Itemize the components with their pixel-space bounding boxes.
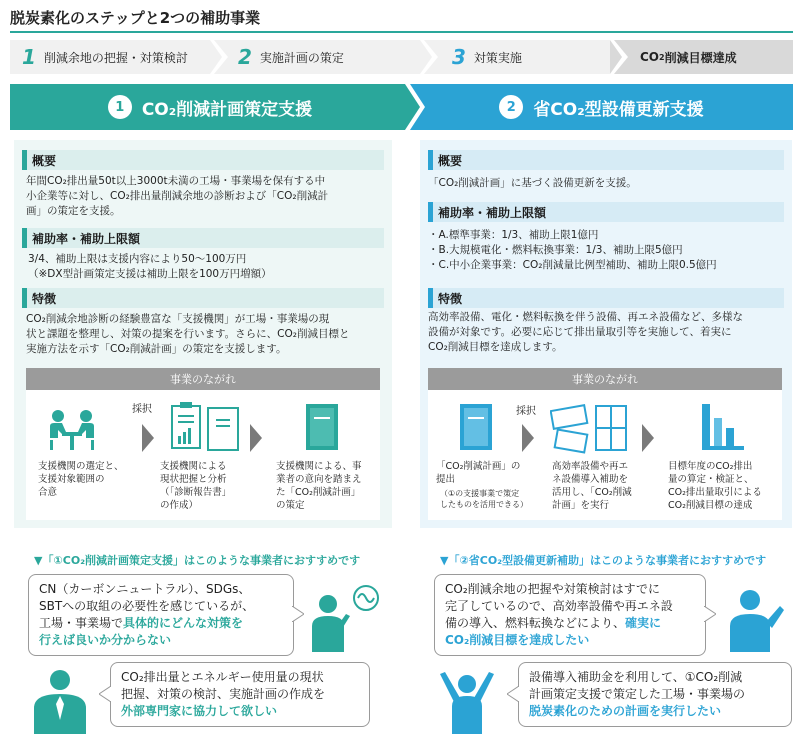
title-divider xyxy=(10,31,793,33)
flow-caption-line: の作成） xyxy=(160,500,199,511)
flow-caption-line: CO₂排出量取引による xyxy=(668,487,762,498)
flow-arrow-icon xyxy=(250,424,262,452)
bubble-highlight: 具体的にどんな対策を xyxy=(123,616,244,630)
step-chevron-2 xyxy=(420,40,438,74)
right-header-title: 省CO₂型設備更新支援 xyxy=(533,99,704,120)
bubble-line: CO₂削減余地の把握や対策検討はすでに xyxy=(445,582,660,596)
right-header-number: 2 xyxy=(499,95,523,119)
flow-caption-line: CO₂削減目標の達成 xyxy=(668,500,753,511)
left-feature-line: CO₂削減余地診断の経験豊富な「支援機関」が工場・事業場の現 xyxy=(26,313,330,325)
right-feature-line: CO₂削減目標を達成します。 xyxy=(428,341,563,353)
flow-caption-line: 計画」を実行 xyxy=(552,500,610,511)
bubble-tail-icon xyxy=(507,686,519,702)
bubble-line: CN（カーボンニュートラル）、SDGs、 xyxy=(39,582,251,596)
bubble-tail-icon xyxy=(292,606,304,622)
flow-caption-line: 量の算定・検証と、 xyxy=(668,474,754,485)
bubble-line: 完了しているので、高効率設備や再エネ設 xyxy=(445,599,673,613)
right-feature-line: 高効率設備、電化・燃料転換を伴う設備、再エネ設備など、多様な xyxy=(428,311,743,323)
left-header-title: CO₂削減計画策定支援 xyxy=(141,99,313,120)
page-title: 脱炭素化のステップと2つの補助事業 xyxy=(10,9,261,27)
flow-caption-line: （「診断報告書」 xyxy=(160,487,232,498)
flow-caption-line: 高効率設備や再エ xyxy=(552,461,629,472)
step-4 xyxy=(610,40,793,74)
right-section-header xyxy=(410,84,793,130)
left-panel xyxy=(14,140,392,528)
step-2-label: 実施計画の策定 xyxy=(259,50,344,65)
plan-book-icon xyxy=(304,402,340,452)
left-feature-title: 特徴 xyxy=(22,288,384,308)
right-rate-title: 補助率・補助上限額 xyxy=(428,202,784,222)
bubble-highlight: CO₂削減目標を達成したい xyxy=(445,633,590,647)
left-rate-text xyxy=(28,252,388,282)
left-rate-title: 補助率・補助上限額 xyxy=(22,228,384,248)
left-adopt-label: 採択 xyxy=(132,404,152,415)
bubble-highlight: 確実に xyxy=(625,616,662,630)
flow-caption-line: 合意 xyxy=(38,487,58,498)
step-4-label-pre: CO xyxy=(640,50,660,64)
bubble-highlight: 行えば良いか分からない xyxy=(39,633,172,647)
right-feature-text xyxy=(428,310,790,355)
flow-arrow-icon xyxy=(642,424,654,452)
bubble-line: 把握、対策の検討、実施計画の作成を xyxy=(121,687,326,701)
right-recommend-title: ▼「②省CO₂型設備更新補助」はこのような事業者におすすめです xyxy=(440,554,767,567)
cheering-person-icon xyxy=(432,666,502,736)
flow-caption-line: 業者の意向を踏まえ xyxy=(276,474,362,485)
bubble-line: 工場・事業場で xyxy=(39,616,124,630)
business-person-icon xyxy=(30,666,90,736)
left-speech-bubble-1 xyxy=(28,574,294,656)
flow-caption-line: 支援機関による xyxy=(160,461,227,472)
left-flow-step-2 xyxy=(160,460,260,512)
step-chevron-3 xyxy=(610,40,628,74)
flow-caption-line: の策定 xyxy=(276,500,305,511)
step-2-number: 2 xyxy=(238,45,252,69)
flow-caption-line: 支援対象範囲の xyxy=(38,474,105,485)
step-2 xyxy=(210,40,420,74)
bubble-line: CO₂排出量とエネルギー使用量の現状 xyxy=(121,670,324,684)
step-chevron-1 xyxy=(210,40,228,74)
right-rate-line: ・A.標準事業：1/3、補助上限1億円 xyxy=(428,229,599,241)
right-rate-line: ・B.大規模電化・燃料転換事業：1/3、補助上限5億円 xyxy=(428,244,683,256)
left-overview-line: 小企業等に対し、CO₂排出量削減余地の診断および「CO₂削減計 xyxy=(26,190,329,202)
flow-caption-line: 支援機関の選定と、 xyxy=(38,461,124,472)
left-recommend-title: ▼「①CO₂削減計画策定支援」はこのような事業者におすすめです xyxy=(34,554,361,567)
left-feature-line: 状と課題を整理し、対策の提案を行います。さらに、CO₂削減目標と xyxy=(26,328,350,340)
flow-arrow-icon xyxy=(142,424,154,452)
step-bar xyxy=(10,40,793,74)
bubble-line: 設備導入補助金を利用して、①CO₂削減 xyxy=(529,670,743,684)
worried-person-icon xyxy=(306,582,386,654)
step-4-label-sub: 2 xyxy=(659,52,665,62)
flow-note-line: したものを活用できる） xyxy=(440,500,528,509)
confident-person-icon xyxy=(722,586,786,654)
right-panel xyxy=(420,140,792,528)
left-header-number: 1 xyxy=(108,95,132,119)
step-3 xyxy=(420,40,610,74)
left-section-header xyxy=(10,84,410,130)
bubble-line: 計画策定支援で策定した工場・事業場の xyxy=(529,687,746,701)
right-overview-title: 概要 xyxy=(428,150,784,170)
flow-caption-line: ネ設備導入補助を xyxy=(552,474,629,485)
equipment-icon xyxy=(550,402,630,454)
left-flow-step-3 xyxy=(276,460,376,512)
left-flow-step-1 xyxy=(38,460,138,499)
step-3-number: 3 xyxy=(452,45,466,69)
flow-caption-line: 目標年度のCO₂排出 xyxy=(668,461,753,472)
flow-caption-line: 現状把握と分析 xyxy=(160,474,227,485)
plan-book-icon xyxy=(458,402,494,452)
step-3-label: 対策実施 xyxy=(473,50,522,65)
right-overview-text xyxy=(428,176,788,191)
flow-arrow-icon xyxy=(522,424,534,452)
left-overview-text xyxy=(26,174,386,219)
left-flow-title: 事業のながれ xyxy=(26,368,380,390)
meeting-icon xyxy=(44,408,100,452)
left-feature-text xyxy=(26,312,386,357)
flow-caption-line: 活用し、「CO₂削減 xyxy=(552,487,632,498)
right-flow-title: 事業のながれ xyxy=(428,368,782,390)
bubble-tail-icon xyxy=(704,606,716,622)
right-feature-line: 設備が対象です。必要に応じて排出量取引等を実施して、着実に xyxy=(428,326,732,338)
step-1-label: 削減余地の把握・対策検討 xyxy=(43,50,188,65)
right-adopt-label: 採択 xyxy=(516,406,536,417)
step-1-number: 1 xyxy=(22,45,36,69)
step-4-label-post: 削減目標達成 xyxy=(664,50,737,65)
bar-chart-icon xyxy=(700,402,746,452)
right-flow-step-1-note xyxy=(440,488,540,510)
bubble-tail-icon xyxy=(99,686,111,702)
left-speech-bubble-2 xyxy=(110,662,370,727)
right-rate-line: ・C.中小企業事業：CO₂削減量比例型補助、補助上限0.5億円 xyxy=(428,259,717,271)
bubble-line: SBTへの取組の必要性を感じているが、 xyxy=(39,599,255,613)
right-speech-bubble-2 xyxy=(518,662,792,727)
left-feature-line: 実施方法を示す「CO₂削減計画」の策定を支援します。 xyxy=(26,343,287,355)
left-overview-line: 画」の策定を支援。 xyxy=(26,205,121,217)
left-overview-title: 概要 xyxy=(22,150,384,170)
right-rate-text xyxy=(428,228,790,273)
right-speech-bubble-1 xyxy=(434,574,706,656)
flow-caption-line: 「CO₂削減計画」の xyxy=(436,461,521,472)
left-rate-line: （※DX型計画策定支援は補助上限を100万円増額） xyxy=(28,268,272,280)
flow-note-line: （①の支援事業で策定 xyxy=(440,489,520,498)
right-overview-line: 「CO₂削減計画」に基づく設備更新を支援。 xyxy=(428,177,637,189)
right-flow-step-2 xyxy=(552,460,652,512)
right-feature-title: 特徴 xyxy=(428,288,784,308)
left-overview-line: 年間CO₂排出量50t以上3000t未満の工場・事業場を保有する中 xyxy=(26,175,326,187)
bubble-highlight: 外部専門家に協力して欲しい xyxy=(121,704,278,718)
flow-caption-line: 支援機関による、事 xyxy=(276,461,362,472)
report-analysis-icon xyxy=(170,402,242,454)
right-flow-step-1 xyxy=(436,460,536,486)
bubble-highlight: 脱炭素化のための計画を実行したい xyxy=(529,704,722,718)
left-rate-line: 3/4、補助上限は支援内容により50～100万円 xyxy=(28,253,247,265)
flow-caption-line: た「CO₂削減計画」 xyxy=(276,487,361,498)
bubble-line: 備の導入、燃料転換などにより、 xyxy=(445,616,626,630)
step-1 xyxy=(10,40,210,74)
flow-caption-line: 提出 xyxy=(436,474,456,485)
right-flow-step-3 xyxy=(668,460,780,512)
